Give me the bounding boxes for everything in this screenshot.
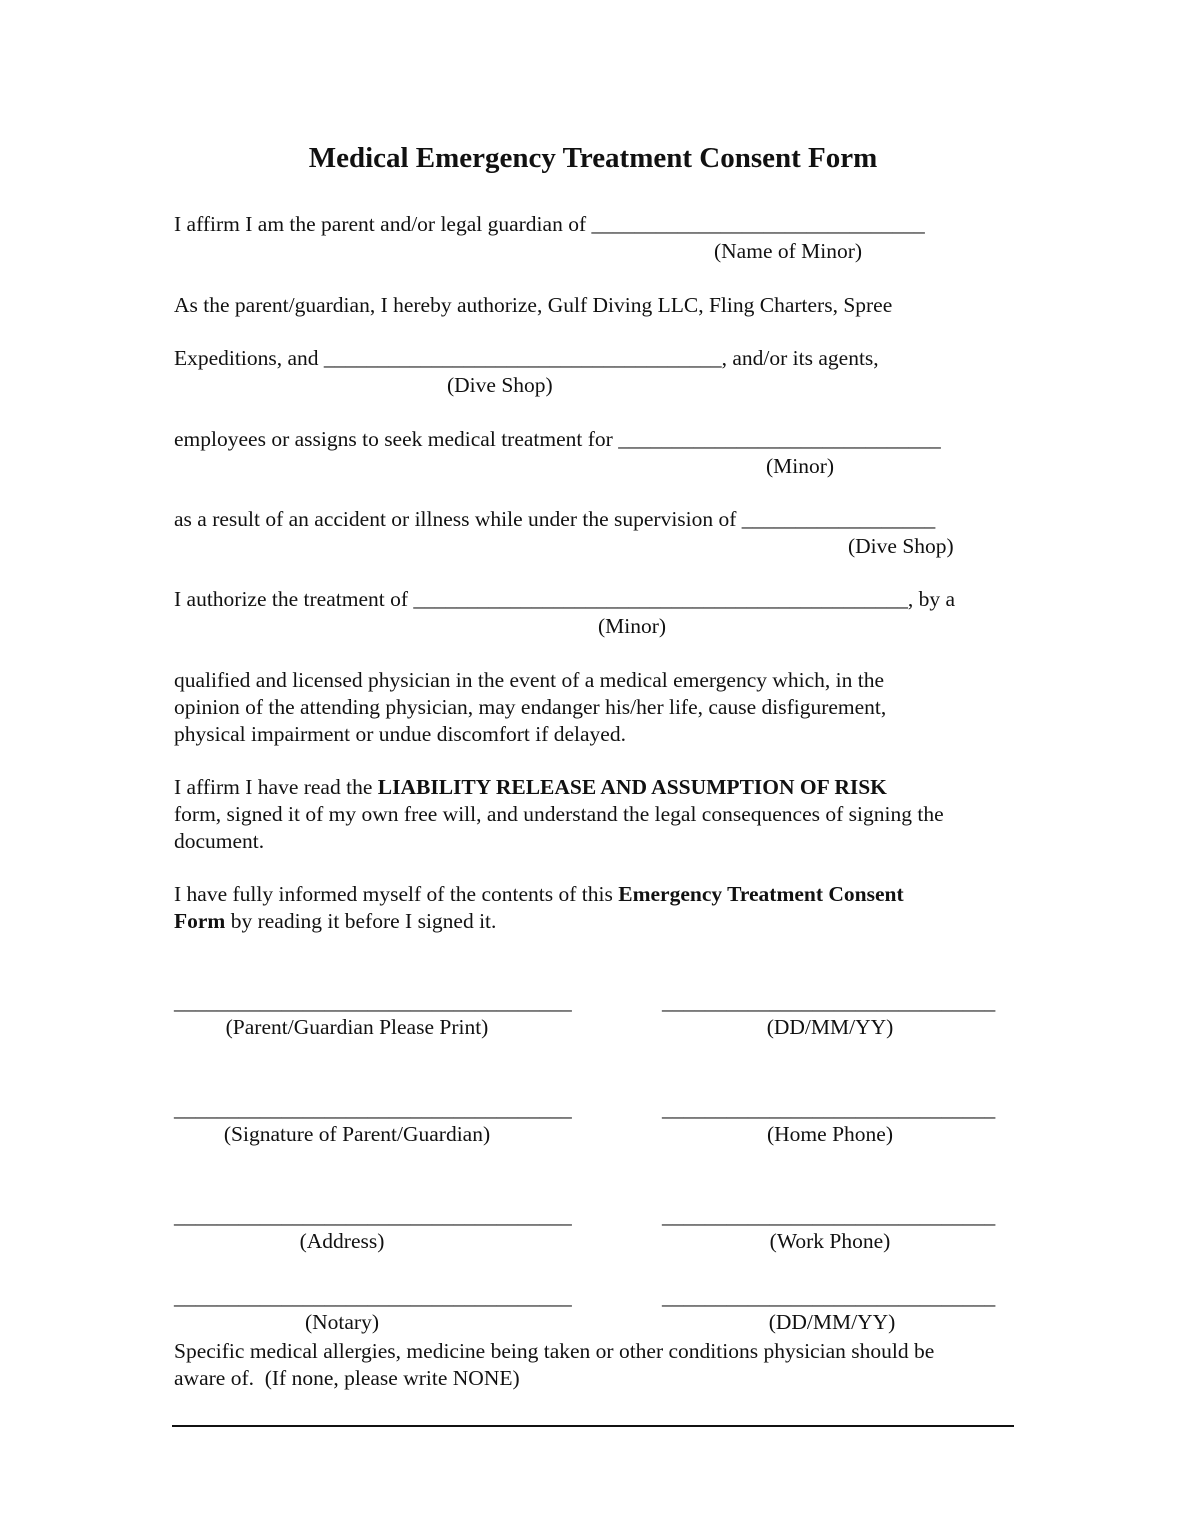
name-of-minor-caption: (Name of Minor) — [714, 239, 863, 263]
home-phone-line[interactable]: _______________________________ — [662, 1097, 996, 1121]
supervision-line: as a result of an accident or illness while under the supervision of __________________ — [174, 507, 936, 531]
informed-line-1 — [174, 881, 904, 908]
allergies-answer-line[interactable] — [172, 1425, 1014, 1427]
physician-paragraph-line-3: physical impairment or undue discomfort if delayed. — [174, 722, 626, 746]
home-phone-caption: (Home Phone) — [767, 1122, 893, 1146]
authorization-line-1: As the parent/guardian, I hereby authorize, Gulf Diving LLC, Fling Charters, Spree — [174, 293, 893, 317]
minor-caption-2: (Minor) — [598, 614, 667, 638]
date-caption-2: (DD/MM/YY) — [768, 1310, 896, 1334]
authorization-line-2: Expeditions, and _____________________________________, and/or its agents, — [174, 346, 879, 370]
notary-caption: (Notary) — [304, 1310, 380, 1334]
physician-paragraph-line-1: qualified and licensed physician in the event of a medical emergency which, in the — [174, 668, 885, 692]
address-caption: (Address) — [299, 1229, 385, 1253]
form-title: Medical Emergency Treatment Consent Form — [308, 142, 878, 174]
dive-shop-caption-1: (Dive Shop) — [447, 373, 553, 397]
parent-signature-line[interactable]: _____________________________________ — [174, 1097, 572, 1121]
seek-treatment-line: employees or assigns to seek medical treatment for ______________________________ — [174, 427, 941, 451]
informed-line-2 — [174, 908, 496, 935]
informed-text-end: by reading it before I signed it. — [225, 909, 497, 933]
allergies-line-1: Specific medical allergies, medicine being taken or other conditions physician should be — [174, 1339, 935, 1363]
minor-caption-1: (Minor) — [766, 454, 835, 478]
guardian-affirmation-line: I affirm I am the parent and/or legal guardian of _______________________________ — [174, 212, 925, 236]
form-word-bold: Form — [174, 909, 226, 933]
informed-text: I have fully informed myself of the contents of this — [174, 882, 619, 906]
work-phone-caption: (Work Phone) — [769, 1229, 891, 1253]
notary-line[interactable]: _____________________________________ — [174, 1285, 572, 1309]
authorize-treatment-line: I authorize the treatment of ______________________________________________, by a — [174, 587, 956, 611]
date-signature-line-1[interactable]: _______________________________ — [662, 990, 996, 1014]
physician-paragraph-line-2: opinion of the attending physician, may endanger his/her life, cause disfigurement, — [174, 695, 887, 719]
parent-print-caption: (Parent/Guardian Please Print) — [225, 1015, 489, 1039]
parent-signature-caption: (Signature of Parent/Guardian) — [223, 1122, 491, 1146]
liability-affirmation-line-1 — [174, 774, 887, 801]
address-line[interactable]: _____________________________________ — [174, 1204, 572, 1228]
parent-name-signature-line[interactable]: _____________________________________ — [174, 990, 572, 1014]
liability-affirmation-line-2: form, signed it of my own free will, and understand the legal consequences of signing the — [174, 802, 944, 826]
liability-release-title: LIABILITY RELEASE AND ASSUMPTION OF RISK — [377, 775, 887, 799]
work-phone-line[interactable]: _______________________________ — [662, 1204, 996, 1228]
liability-affirmation-text: I affirm I have read the — [174, 775, 378, 799]
liability-affirmation-line-3: document. — [174, 829, 265, 853]
allergies-line-2: aware of. (If none, please write NONE) — [174, 1366, 520, 1390]
date-signature-line-2[interactable]: _______________________________ — [662, 1285, 996, 1309]
consent-form-name-bold: Emergency Treatment Consent — [618, 882, 904, 906]
dive-shop-caption-2: (Dive Shop) — [848, 534, 954, 558]
date-caption-1: (DD/MM/YY) — [766, 1015, 894, 1039]
